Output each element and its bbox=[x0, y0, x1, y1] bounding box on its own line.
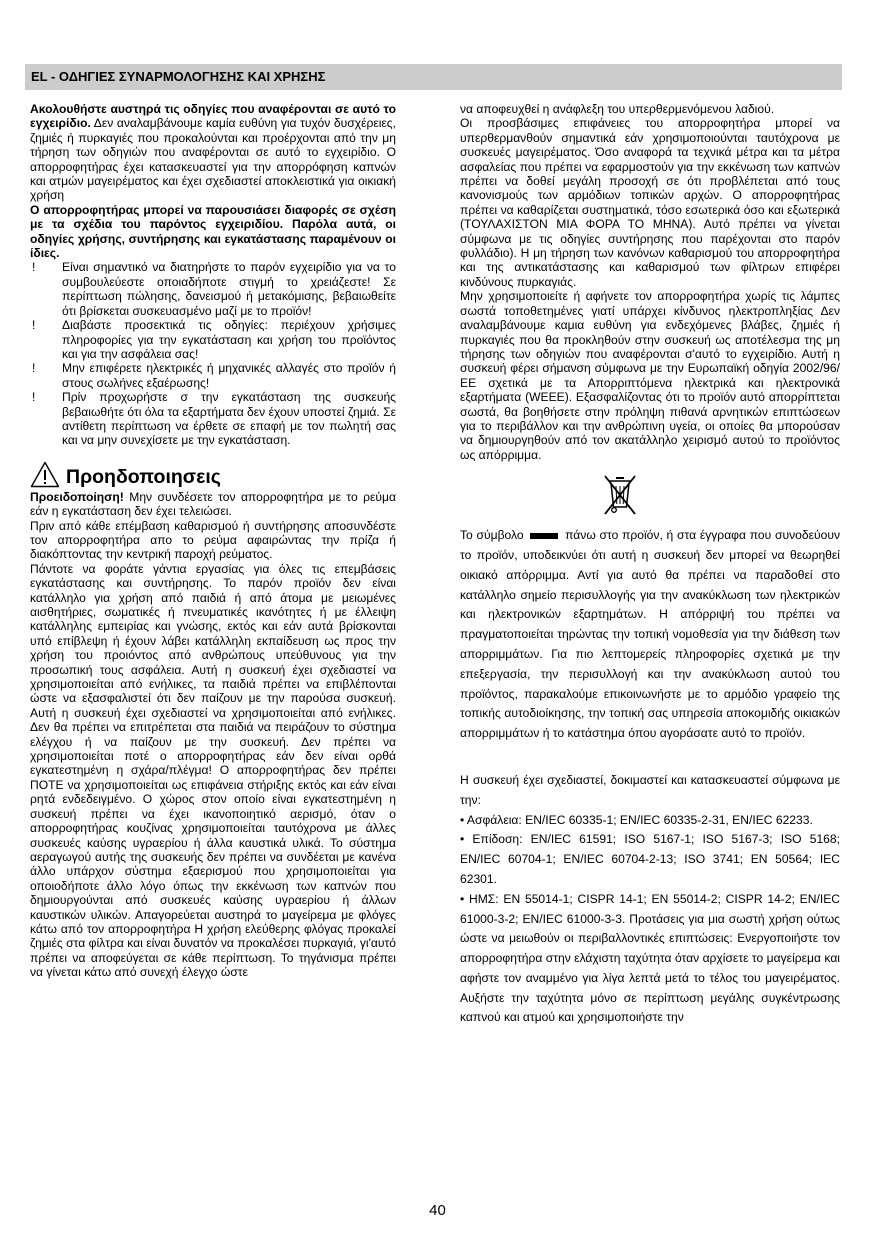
symbol-paragraph: Το σύμβολο πάνω στο προϊόν, ή στα έγγραφα που συνοδεύουν το προϊόν, υποδεικνύει ότι αυτή η συσκευή δεν μπορεί να θεωρηθεί οικιακό απόρριμμα. Αντί για αυτό θα πρέπει να παραδοθεί στο κατάλληλο σημείο περισυλλογής για την ανακύκλωση των ηλεκτρικών και ηλεκτρονικών εξαρτημάτων. Η απόρριψή του πρέπει να πραγματοποιείται τηρώντας την τοπική νομοθεσία για την διάθεση των απορριμμάτων. Για πιο λεπτομερείς πληροφορίες σχετικά με την επεξεργασία, την περισυλλογή και την ανακύκλωση αυτού του προϊόντος, παρακαλούμε επικοινωνήστε με το αρμόδιο γραφείο της τοπικής αυτοδιοίκησης, την τοπική σας υπηρεσία αποκομιδής οικιακών απορριμμάτων ή το κατάστημα όπου αγοράσατε αυτό το προϊόν. bbox=[460, 528, 840, 741]
intro-bold: Ακολουθήστε αυστηρά τις οδηγίες που αναφέρονται σε αυτό το εγχειρίδιο. bbox=[30, 102, 396, 131]
page-number: 40 bbox=[429, 1202, 446, 1219]
standard-performance: • Επίδοση: EN/IEC 61591; ISO 5167-1; ISO 5167-3; ISO 5168; EN/IEC 60704-1; EN/IEC 60704-2-13; ISO 3741; EN 50564; IEC 62301. bbox=[460, 832, 840, 886]
designed-paragraph: Η συσκευή έχει σχεδιαστεί, δοκιμαστεί και κατασκευαστεί σύμφωνα με την: bbox=[460, 772, 840, 807]
standard-safety: • Ασφάλεια: EN/IEC 60335-1; EN/IEC 60335-2-31, EN/IEC 62233. bbox=[460, 812, 813, 827]
list-item: ! Μην επιφέρετε ηλεκτρικές ή μηχανικές αλλαγές στο προϊόν ή στους σωλήνες εξαέρωσης! bbox=[32, 361, 396, 390]
lamps-paragraph: Μην χρησιμοποιείτε ή αφήνετε τον απορροφητήρα χωρίς τις λάμπες σωστά τοποθετημένες γιατί υπάρχει κίνδυνος ηλεκτροπληξίας Δεν αναλαμβάνουμε καμια ευθύνη για ενδεχόμενες βλάβες, ζημιές ή πυρκαγιές που θα προκληθούν στην συσκευή ως αποτέλεσμα της μη τήρησης των οδηγιών που αναφέρονται σ'αυτό το εγχειρίδιο. Αυτή η συσκευή φέρει σήμανση σύμφωνα με την Ευρωπαϊκή οδηγία 2002/96/ΕΕ σχετικά με τα Απορριπτόμενα ηλεκτρικά και ηλεκτρονικά εξαρτήματα (WEEE). Εξασφαλίζοντας ότι το προϊόν αυτό απορρίπτεται σωστά, θα βοηθήσετε στην πρόληψη πιθανά αρνητικών επιπτώσεων για το περιβάλλον και την ανθρώπινη υγεία, οι οποίες θα μπορούσαν να δημιουργηθούν από τον ακατάλληλο χειρισμό αυτού το προϊόντος ως απόρριμμα. bbox=[460, 289, 840, 462]
warnings-heading bbox=[30, 461, 396, 488]
crossed-out-wheelie-bin-icon bbox=[603, 474, 637, 518]
black-bar-symbol-icon bbox=[530, 533, 558, 539]
intro-paragraph bbox=[30, 102, 396, 203]
instruction-list bbox=[30, 260, 396, 447]
exclamation-icon: ! bbox=[32, 318, 36, 333]
weee-symbol-block bbox=[460, 474, 840, 518]
warning-label: Προειδοποίηση! bbox=[30, 489, 124, 504]
surfaces-paragraph: Οι προσβάσιμες επιφάνειες του απορροφητήρα μπορεί να υπερθερμανθούν σημαντικά εάν χρησιμοποιούνται ταυτόχρονα με συσκευές μαγειρέματος. Όσο αναφορά τα τεχνικά μέτρα και τα μέτρα ασφαλείας που πρέπει να εφαρμοστούν για την εκκένωση των καπνών πρέπει να δοθεί μεγάλη προσοχή σε ότι προβλέπεται από τους κανονισμούς των αρμόδιων τοπικών αρχών. Ο απορροφητήρας πρέπει να καθαρίζεται συστηματικά, τόσο εσωτερικά όσο και εξωτερικά (ΤΟΥΛΑΧΙΣΤΟΝ ΜΙΑ ΦΟΡΑ ΤΟ ΜΗΝΑ). Αυτό πρέπει να γίνεται σύμφωνα με τις οδηγίες συντήρησης που παρέχονται στο παρόν φυλλάδιο). Η μη τήρηση των κανόνων καθαρισμού του απορροφητήρα και της αντικατάστασης και καθαρισμού των φίλτρων επιφέρει κινδύνους πυρκαγιάς. bbox=[460, 116, 840, 289]
section-header bbox=[25, 64, 842, 90]
warnings-title: Προηδοποιησεις bbox=[66, 465, 221, 488]
exclamation-icon: ! bbox=[32, 361, 36, 376]
right-column bbox=[460, 102, 840, 1028]
list-item: ! Πρίν προχωρήστε σ την εγκατάσταση της συσκευής βεβαιωθήτε ότι όλα τα εξαρτήματα δεν έχουν υποστεί ζημιά. Σε αντίθετη περίπτωση να έρθετε σε επαφή με τον πωλητή σας και να μην συνεχίσετε με την εγκατάσταση. bbox=[32, 390, 397, 448]
cleaning-paragraph: Πριν από κάθε επέμβαση καθαρισμού ή συντήρησης αποσυνδέστε τον απορροφητήρα απο το ρεύμα αφαιρώντας την πρίζα ή διακόπτοντας την κεντρική παροχή ρεύματος. bbox=[30, 518, 396, 562]
safety-paragraph: Πάντοτε να φοράτε γάντια εργασίας για όλες τις επεμβάσεις εγκατάστασης και συντήρησης. Το παρόν προϊόν δεν είναι κατάλληλο για χρήση από παιδιά ή από άτομα με μειωμένες αισθητήριες, σωματικές ή πνευματικές ικανότητες ή με έλλειψη κατάλληλης εμπειρίας και γνώσης, εκτός και εάν αυτά βρίσκονται υπό επίβλεψη ή έχουν λάβει κατάλληλη εκπαίδευση ως προς την χρήση του προιόντος από ανθρώπους υπεύθυνους για την προσωπική τους ασφάλεια. Αυτή η συσκευή έχει σχεδιαστεί να χρησιμοποιείται από ενήλικες, τα παιδιά πρέπει να επιβλέπονται ώστε να εξασφαλιστεί ότι δεν παίζουν με την παρούσα συσκευή. Αυτή η συσκευή έχει σχεδιαστεί να χρησιμοποιείται από ενήλικες. Δεν θα πρέπει να επιτρέπεται στα παιδιά να πειράζουν το σύστημα ελέγχου ή να παίζουν με την συσκευή. Δεν πρέπει να χρησιμοποιείται ποτέ ο απορροφητήρας εάν δεν είναι ορθά εγκατεστημένη η σχάρα/πλέγμα! Ο απορροφητήρας δεν πρέπει ΠΟΤΕ να χρησιμοποιείται ως επιφάνεια στήριξης εκτός και εάν είναι ρητά ενδεδειγμένο. Ο χώρος στον οποίο είναι εγκατεστημένη η συσκευή πρέπει να έχει ικανοποιητικό αερισμό, όταν ο απορροφητήρας κουζίνας χρησιμοποιείται ταυτόχρονα με άλλες συσκευές καύσης υγραερίου ή άλλα καυστικά υλικά. Το σύστημα αεραγωγού αυτής της συσκευής δεν πρέπει να συνδέεται με κανένα άλλο υπάρχον σύστημα εξαερισμού που χρησιμοποιείται για οποιοδήποτε άλλο λόγο όπως την εκκένωση των καπνών που δημιουργούνται από συσκευές καύσης υγραερίου ή άλλων καυστικών υλικών. Απαγορεύεται αυστηρά το μαγείρεμα με φλόγες κάτω από τον απορροφητήρα Η χρήση ελεύθερης φλόγας προκαλεί ζημιές στα φίλτρα και είναι δυνατόν να προκαλέσει πυρκαγιά, γι'αυτό πρέπει να αποφεύγεται σε κάθε περίπτωση. Το τηγάνισμα πρέπει να γίνεται κάτω από συνεχή έλεγχο ώστε bbox=[30, 561, 396, 980]
list-item: ! Διαβάστε προσεκτικά τις οδηγίες: περιέχουν χρήσιμες πληροφορίες για την εγκατάσταση και χρήση του προϊόντος και για την ασφάλεια σας! bbox=[32, 318, 396, 361]
standard-emc: • ΗΜΣ: EN 55014-1; CISPR 14-1; EN 55014-2; CISPR 14-2; EN/IEC 61000-3-2; EN/IEC 61000-3-3. Προτάσεις για μια σωστή χρήση ούτως ώστε να μειωθούν οι περιβαλλοντικές επιπτώσεις: Ενεργοποιήστε τον απορροφητήρα στην ελάχιστη ταχύτητα όταν αρχίσετε το μαγείρεμα και αφήστε τον αναμμένο για λίγα λεπτά μετά το τέλος του μαγειρέματος. Αυξήστε την ταχύτητα μόνο σε περίπτωση μεγάλης συγκέντρωσης καπνού και ατμού και χρησιμοποιήστε την bbox=[460, 891, 840, 1025]
intro-text: Δεν αναλαμβάνουμε καμία ευθύνη για τυχόν δυσχέρειες, ζημιές ή πυρκαγιές που προκαλούνται και προέρχονται από την μη τήρηση των οδηγιών που αναφέρονται σε αυτό το εγχειρίδιο. Ο απορροφητήρας έχει κατασκευαστεί για την απορρόφηση καπνών και ατμών μαγειρέματος και έχει σχεδιαστεί αποκλειστικά για οικιακή χρήση bbox=[30, 116, 396, 203]
continued-text: να αποφευχθεί η ανάφλεξη του υπερθερμενόμενου λαδιού. bbox=[460, 102, 775, 116]
warning-triangle-icon bbox=[30, 461, 60, 488]
section-title: EL - ΟΔΗΓΙΕΣ ΣΥΝΑΡΜΟΛΟΓΗΣΗΣ ΚΑΙ ΧΡΗΣΗΣ bbox=[31, 69, 326, 84]
warning-paragraph: Προειδοποίηση! Μην συνδέσετε τον απορροφητήρα με το ρεύμα εάν η εγκατάσταση δεν έχει τελειώσει. bbox=[30, 489, 396, 519]
variation-notice: Ο απορροφητήρας μπορεί να παρουσιάσει διαφορές σε σχέση με τα σχέδια του παρόντος εγχειριδίου. Παρόλα αυτά, οι οδηγίες χρήσης, συντήρησης και εγκατάστασης παραμένουν οι ίδιες. bbox=[30, 202, 396, 261]
exclamation-icon: ! bbox=[32, 260, 36, 275]
exclamation-icon: ! bbox=[32, 390, 36, 405]
left-column bbox=[30, 102, 396, 980]
list-item: ! Είναι σημαντικό να διατηρήστε το παρόν εγχειρίδιο για να το συμβουλεύεστε οποιαδήποτε στιγμή το χρειάζεστε! Σε περίπτωση πώλησης, δανεισμού ή μετακόμισης, βεβαιωθείτε ότι βρίσκεται συσκευασμένο μαζί με το προϊόν! bbox=[32, 260, 396, 318]
spacer bbox=[460, 744, 840, 771]
